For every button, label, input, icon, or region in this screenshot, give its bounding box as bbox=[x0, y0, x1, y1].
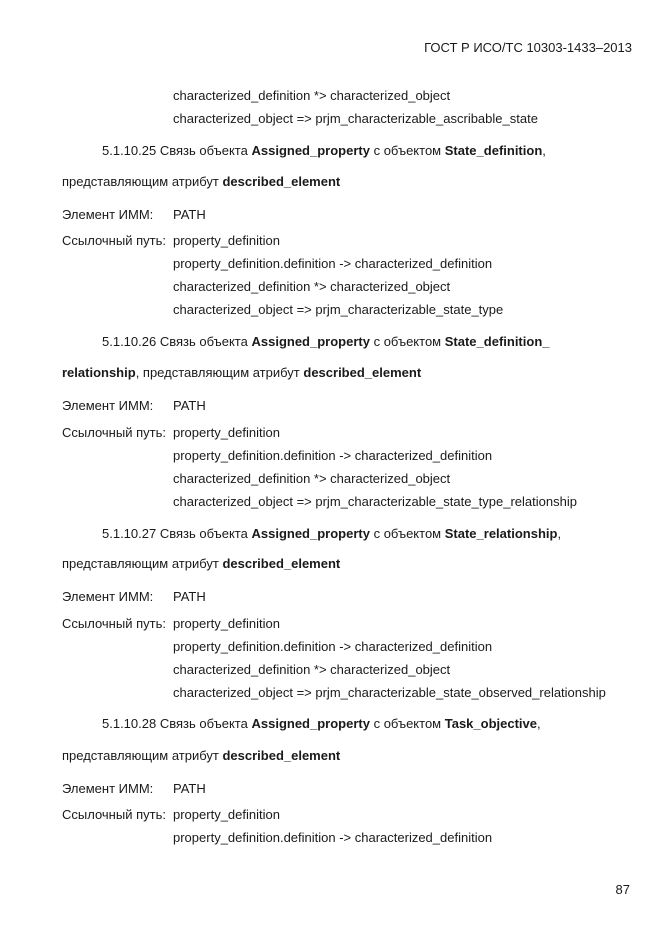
path-label: Ссылочный путь: bbox=[62, 425, 166, 440]
section-heading-cont bbox=[62, 174, 340, 190]
section-number: 5.1.10.28 bbox=[102, 716, 157, 731]
entity-name: Assigned_property bbox=[251, 716, 370, 731]
path-label: Ссылочный путь: bbox=[62, 807, 166, 822]
path-line: characterized_object => prjm_characterizable_state_observed_relationship bbox=[173, 685, 606, 700]
attr-prefix: представляющим атрибут bbox=[62, 174, 219, 189]
target-entity-cont: relationship bbox=[62, 365, 136, 380]
section-rel-text: Связь объекта bbox=[159, 716, 248, 731]
section-with-text: с объектом bbox=[373, 143, 442, 158]
path-line: characterized_object => prjm_characterizable_state_type_relationship bbox=[173, 494, 577, 509]
path-line: property_definition.definition -> characterized_definition bbox=[173, 639, 493, 654]
element-value: PATH bbox=[173, 781, 206, 796]
section-rel-text: Связь объекта bbox=[159, 526, 248, 541]
document-header: ГОСТ Р ИСО/ТС 10303-1433–2013 bbox=[424, 40, 632, 55]
attr-name: described_element bbox=[222, 174, 341, 189]
heading-punct: , bbox=[537, 716, 541, 731]
section-number: 5.1.10.27 bbox=[102, 526, 157, 541]
element-value: PATH bbox=[173, 589, 206, 604]
path-line: property_definition.definition -> characterized_definition bbox=[173, 448, 493, 463]
path-line: characterized_definition *> characterized_object bbox=[173, 88, 451, 103]
path-label: Ссылочный путь: bbox=[62, 233, 166, 248]
element-label: Элемент ИММ: bbox=[62, 207, 154, 222]
path-line: property_definition.definition -> characterized_definition bbox=[173, 256, 493, 271]
path-line: property_definition.definition -> characterized_definition bbox=[173, 830, 493, 845]
path-line: characterized_definition *> characterized_object bbox=[173, 471, 451, 486]
heading-punct: , bbox=[557, 526, 562, 541]
section-heading bbox=[102, 143, 546, 159]
path-first: property_definition bbox=[173, 233, 280, 248]
section-with-text: с объектом bbox=[373, 716, 442, 731]
target-entity: State_relationship bbox=[444, 526, 558, 541]
section-heading bbox=[102, 716, 541, 732]
attr-name: described_element bbox=[222, 748, 341, 763]
element-value: PATH bbox=[173, 398, 206, 413]
target-entity: State_definition_ bbox=[444, 334, 550, 349]
attr-name: described_element bbox=[222, 556, 341, 571]
target-entity: State_definition bbox=[444, 143, 543, 158]
attr-prefix: представляющим атрибут bbox=[62, 556, 219, 571]
entity-name: Assigned_property bbox=[251, 143, 370, 158]
section-heading bbox=[102, 526, 561, 542]
path-first: property_definition bbox=[173, 616, 280, 631]
target-entity: Task_objective bbox=[444, 716, 538, 731]
path-first: property_definition bbox=[173, 425, 280, 440]
path-line: characterized_definition *> characterized_object bbox=[173, 279, 451, 294]
path-line: characterized_object => prjm_characterizable_ascribable_state bbox=[173, 111, 538, 126]
section-number: 5.1.10.25 bbox=[102, 143, 157, 158]
element-value: PATH bbox=[173, 207, 206, 222]
element-label: Элемент ИММ: bbox=[62, 589, 154, 604]
section-heading bbox=[102, 334, 550, 350]
path-first: property_definition bbox=[173, 807, 280, 822]
heading-punct: , bbox=[542, 143, 546, 158]
entity-name: Assigned_property bbox=[251, 334, 370, 349]
section-heading-cont bbox=[62, 365, 421, 381]
page-number: 87 bbox=[615, 882, 630, 897]
element-label: Элемент ИММ: bbox=[62, 398, 154, 413]
section-heading-cont bbox=[62, 556, 340, 572]
entity-name: Assigned_property bbox=[251, 526, 370, 541]
path-line: characterized_definition *> characterized_object bbox=[173, 662, 451, 677]
attr-name: described_element bbox=[303, 365, 422, 380]
section-with-text: с объектом bbox=[373, 334, 442, 349]
section-number: 5.1.10.26 bbox=[102, 334, 157, 349]
attr-prefix: , представляющим атрибут bbox=[135, 365, 300, 380]
path-label: Ссылочный путь: bbox=[62, 616, 166, 631]
path-line: characterized_object => prjm_characterizable_state_type bbox=[173, 302, 504, 317]
section-heading-cont bbox=[62, 748, 340, 764]
section-with-text: с объектом bbox=[373, 526, 442, 541]
section-rel-text: Связь объекта bbox=[159, 334, 248, 349]
section-rel-text: Связь объекта bbox=[159, 143, 248, 158]
attr-prefix: представляющим атрибут bbox=[62, 748, 219, 763]
element-label: Элемент ИММ: bbox=[62, 781, 154, 796]
